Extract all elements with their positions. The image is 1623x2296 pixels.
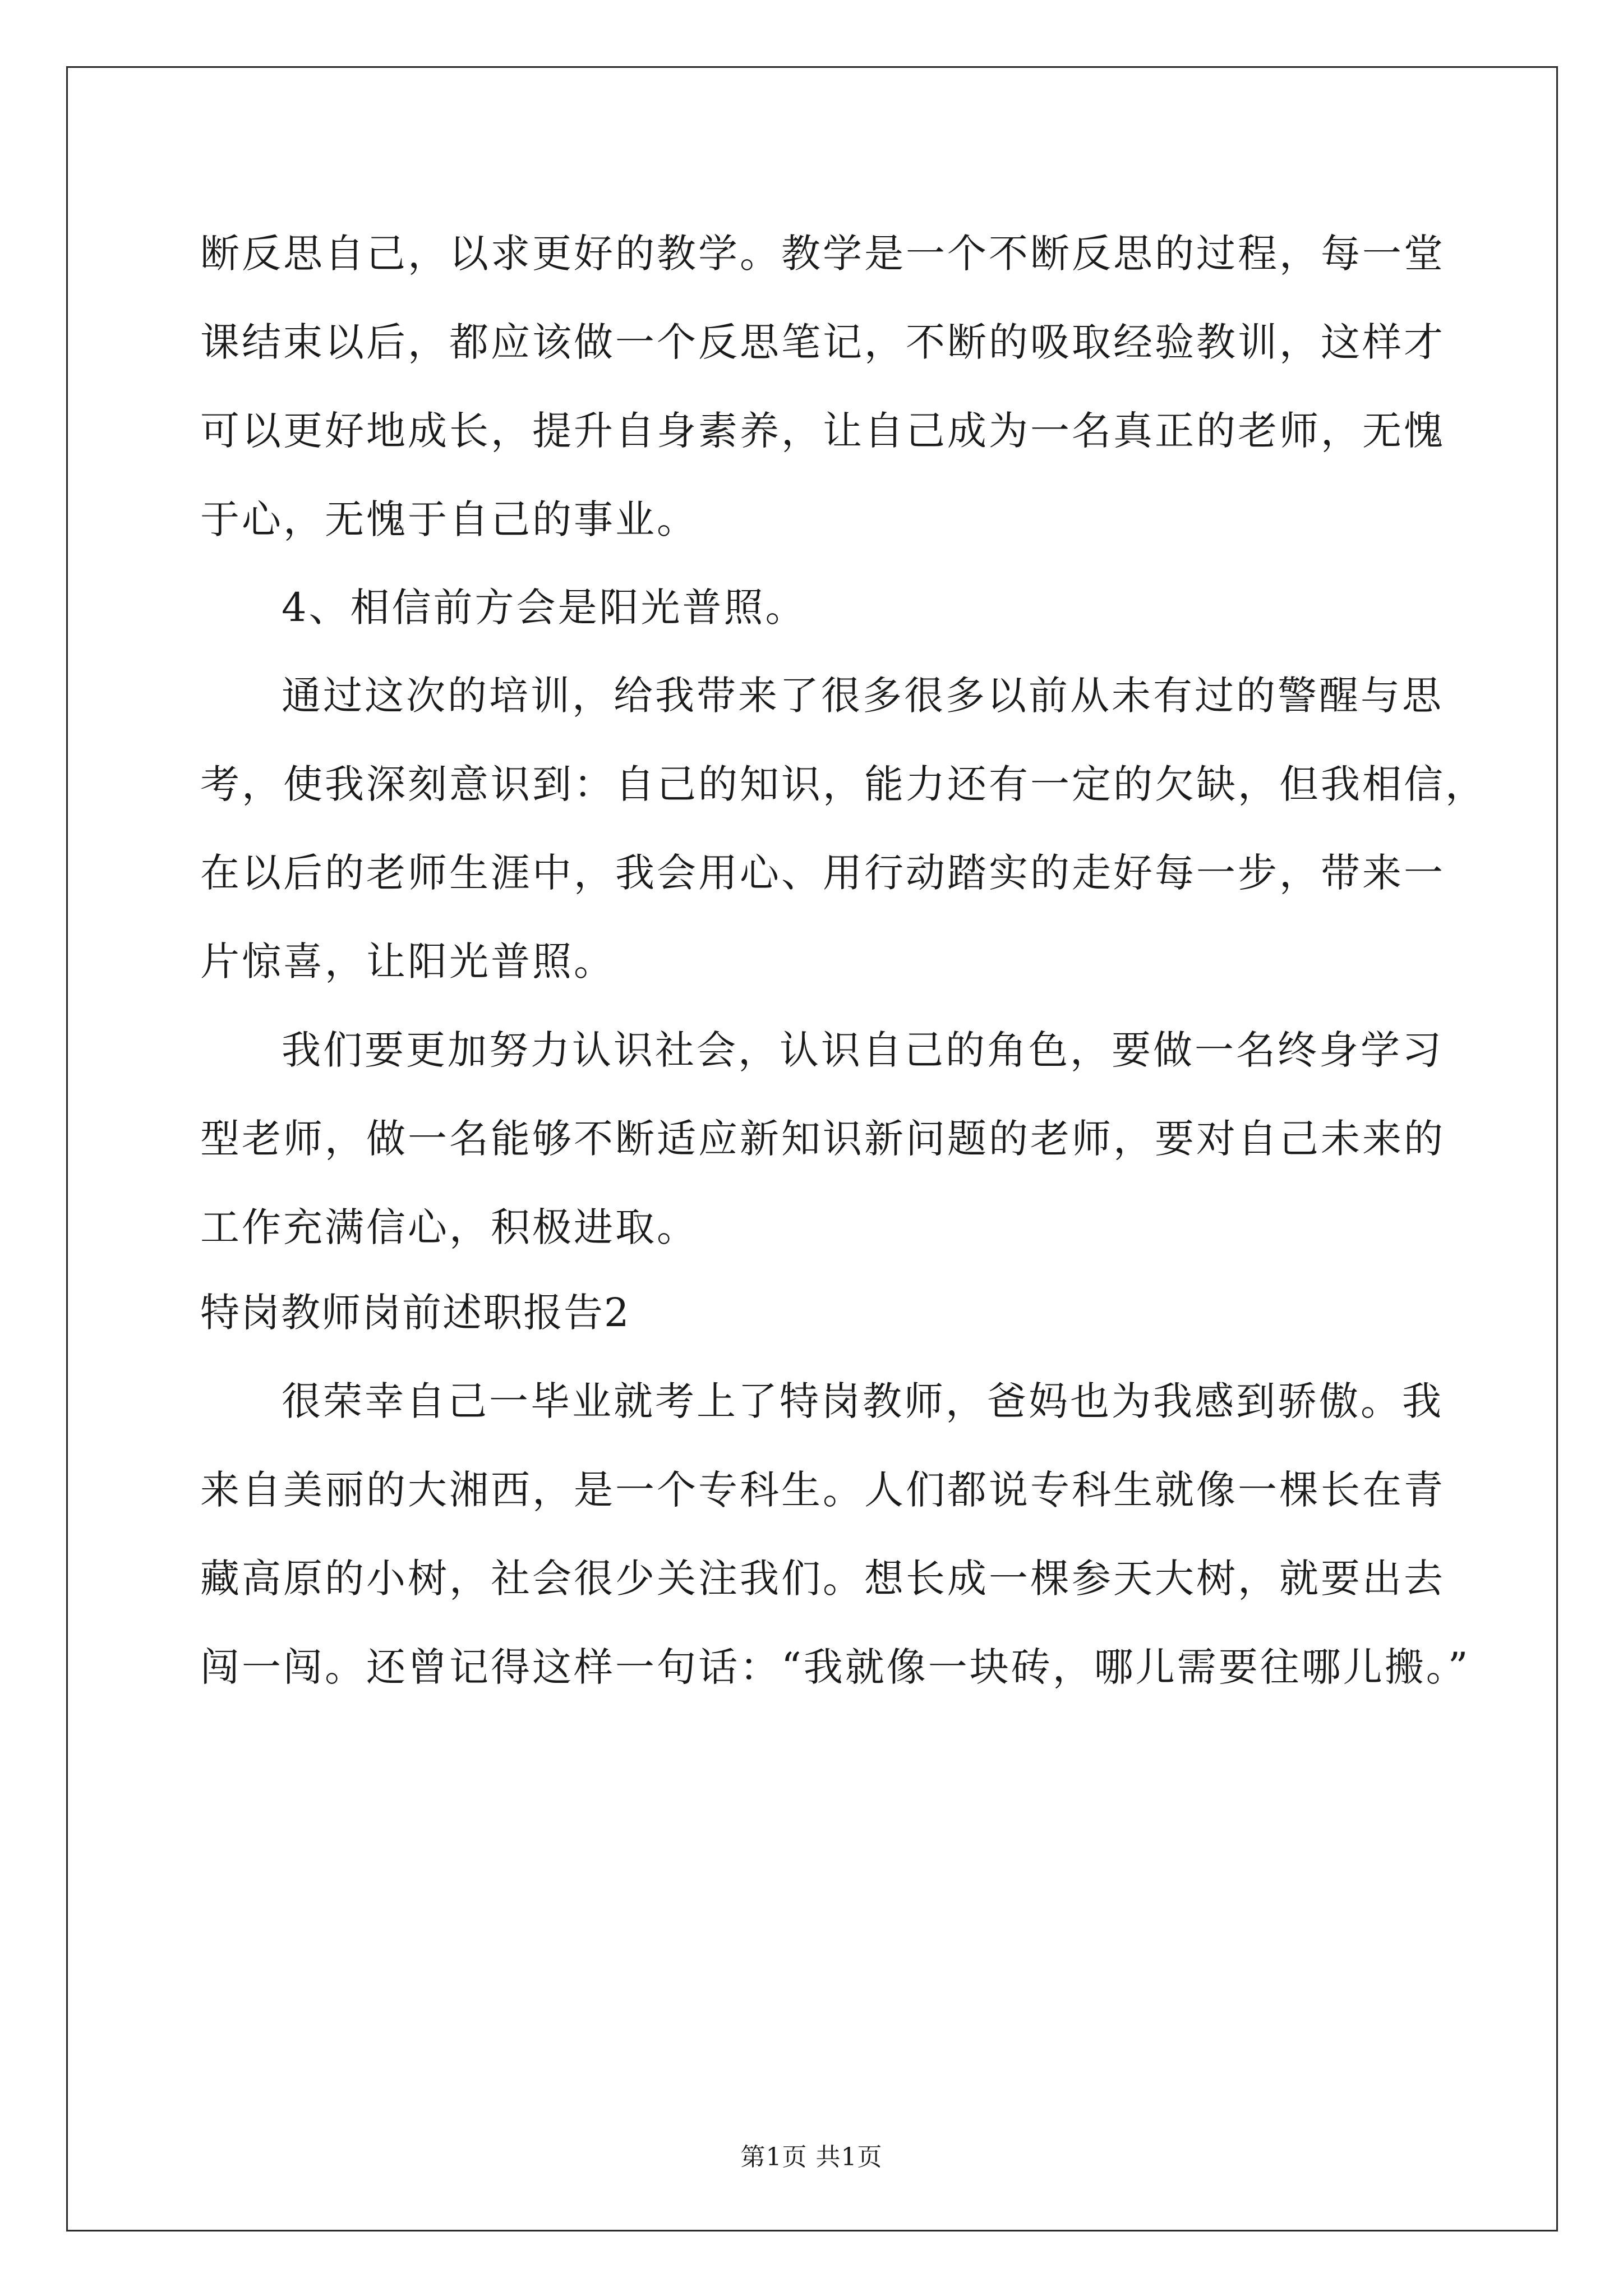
body-text-line: 型老师，做一名能够不断适应新知识新问题的老师，要对自己未来的 — [200, 1116, 1445, 1162]
body-text-line: 在以后的老师生涯中，我会用心、用行动踏实的走好每一步，带来一 — [200, 850, 1445, 896]
body-text-line: 很荣幸自己一毕业就考上了特岗教师，爸妈也为我感到骄傲。我 — [282, 1378, 1444, 1424]
body-text-line: 工作充满信心，积极进取。 — [200, 1204, 698, 1250]
body-text-line: 我们要更加努力认识社会，认识自己的角色，要做一名终身学习 — [282, 1027, 1444, 1073]
section-heading: 4、相信前方会是阳光普照。 — [282, 585, 807, 631]
body-text-line: 来自美丽的大湘西，是一个专科生。人们都说专科生就像一棵长在青 — [200, 1467, 1445, 1513]
body-text-line: 断反思自己，以求更好的教学。教学是一个不断反思的过程，每一堂 — [200, 231, 1445, 277]
body-text-line: 藏高原的小树，社会很少关注我们。想长成一棵参天大树，就要出去 — [200, 1556, 1445, 1602]
body-text-line: 于心，无愧于自己的事业。 — [200, 496, 698, 542]
body-text-line: 可以更好地成长，提升自身素养，让自己成为一名真正的老师，无愧 — [200, 408, 1445, 454]
body-text-line: 课结束以后，都应该做一个反思笔记，不断的吸取经验教训，这样才 — [200, 319, 1445, 365]
body-text-line: 闯一闯。还曾记得这样一句话：“我就像一块砖，哪儿需要往哪儿搬。” — [200, 1644, 1470, 1690]
page-number-footer: 第1页 共1页 — [740, 2143, 883, 2171]
body-text-line: 通过这次的培训，给我带来了很多很多以前从未有过的警醒与思 — [282, 673, 1444, 719]
body-text-line: 片惊喜，让阳光普照。 — [200, 938, 615, 984]
body-text-line: 考，使我深刻意识到：自己的知识，能力还有一定的欠缺，但我相信， — [200, 761, 1487, 807]
document-title: 特岗教师岗前述职报告2 — [200, 1290, 630, 1336]
